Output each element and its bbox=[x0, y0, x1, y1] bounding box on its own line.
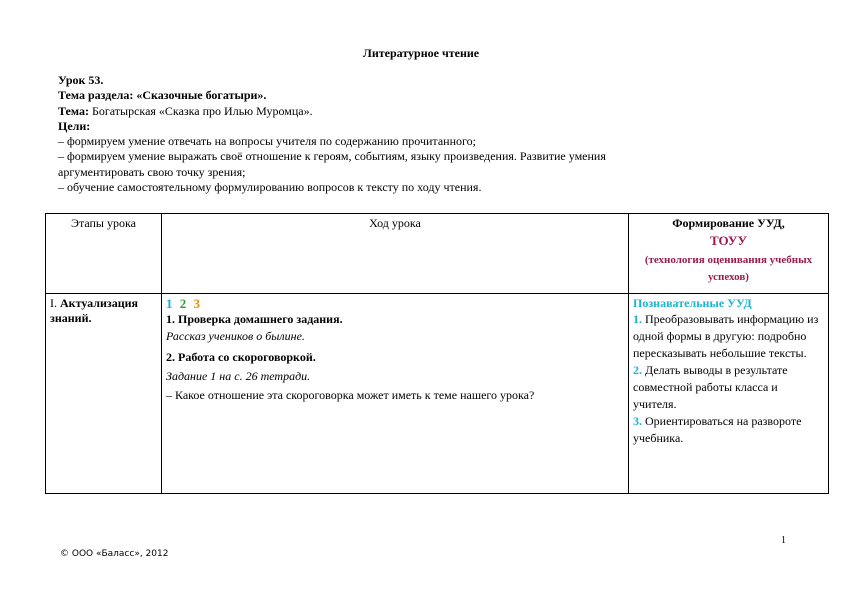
question-text: – Какое отношение эта скороговорка может иметь к теме нашего урока? bbox=[166, 388, 535, 402]
table-header-row bbox=[46, 214, 829, 294]
header-stages: Этапы урока bbox=[46, 214, 162, 294]
level-2: 2 bbox=[179, 296, 189, 311]
task1-text: Рассказ учеников о былине. bbox=[166, 329, 305, 343]
stage-name: Актуализация знаний. bbox=[50, 296, 139, 325]
goal-line: – формируем умение выражать своё отношение к героям, событиям, языку произведения. Развитие умения bbox=[58, 149, 606, 164]
theme-label: Тема: bbox=[58, 103, 89, 118]
header-toyu: ТОУУ bbox=[710, 233, 747, 248]
section-line bbox=[58, 88, 758, 103]
level-1: 1 bbox=[166, 296, 175, 311]
uud-title: Познавательные УУД bbox=[633, 296, 752, 310]
page-title: Литературное чтение bbox=[362, 46, 480, 60]
level-markers bbox=[166, 296, 624, 312]
section-value: «Сказочные богатыри». bbox=[136, 88, 267, 103]
header-uud-title: Формирование УУД, bbox=[672, 216, 785, 230]
stage-number: I. bbox=[50, 296, 57, 310]
goal-line: аргументировать свою точку зрения; bbox=[58, 164, 246, 179]
header-uud bbox=[629, 214, 829, 294]
task1-title: 1. Проверка домашнего задания. bbox=[166, 312, 343, 326]
lesson-intro bbox=[58, 73, 758, 195]
theme-line bbox=[58, 104, 758, 119]
task2-title: 2. Работа со скороговоркой. bbox=[166, 350, 316, 364]
uud-item: 2. Делать выводы в результате совместной работы класса и учителя. bbox=[633, 363, 788, 411]
header-lesson-flow: Ход урока bbox=[162, 214, 629, 294]
stage-cell bbox=[46, 294, 162, 494]
goal-line: – формируем умение отвечать на вопросы учителя по содержанию прочитанного; bbox=[58, 134, 476, 149]
lesson-flow-cell bbox=[162, 294, 629, 494]
copyright: © ООО «Баласс», 2012 bbox=[60, 549, 169, 559]
goal-line: – обучение самостоятельному формулированию вопросов к тексту по ходу чтения. bbox=[58, 180, 482, 195]
uud-cell bbox=[629, 294, 829, 494]
level-3: 3 bbox=[193, 296, 202, 311]
uud-item: 1. Преобразовывать информацию из одной формы в другую: подробно пересказывать небольшие тексты. bbox=[633, 312, 819, 360]
header-toyu-sub: (технология оценивания учебных успехов) bbox=[644, 254, 813, 283]
lesson-table bbox=[45, 213, 829, 494]
page-number: 1 bbox=[781, 535, 786, 546]
section-label: Тема раздела: bbox=[58, 88, 134, 103]
theme-value: Богатырская «Сказка про Илью Муромца». bbox=[91, 103, 313, 118]
lesson-number: Урок 53. bbox=[58, 73, 104, 87]
task2-text: Задание 1 на с. 26 тетради. bbox=[166, 369, 311, 383]
goals-label: Цели: bbox=[58, 118, 91, 133]
table-row bbox=[46, 294, 829, 494]
uud-item: 3. Ориентироваться на развороте учебника. bbox=[633, 414, 802, 445]
